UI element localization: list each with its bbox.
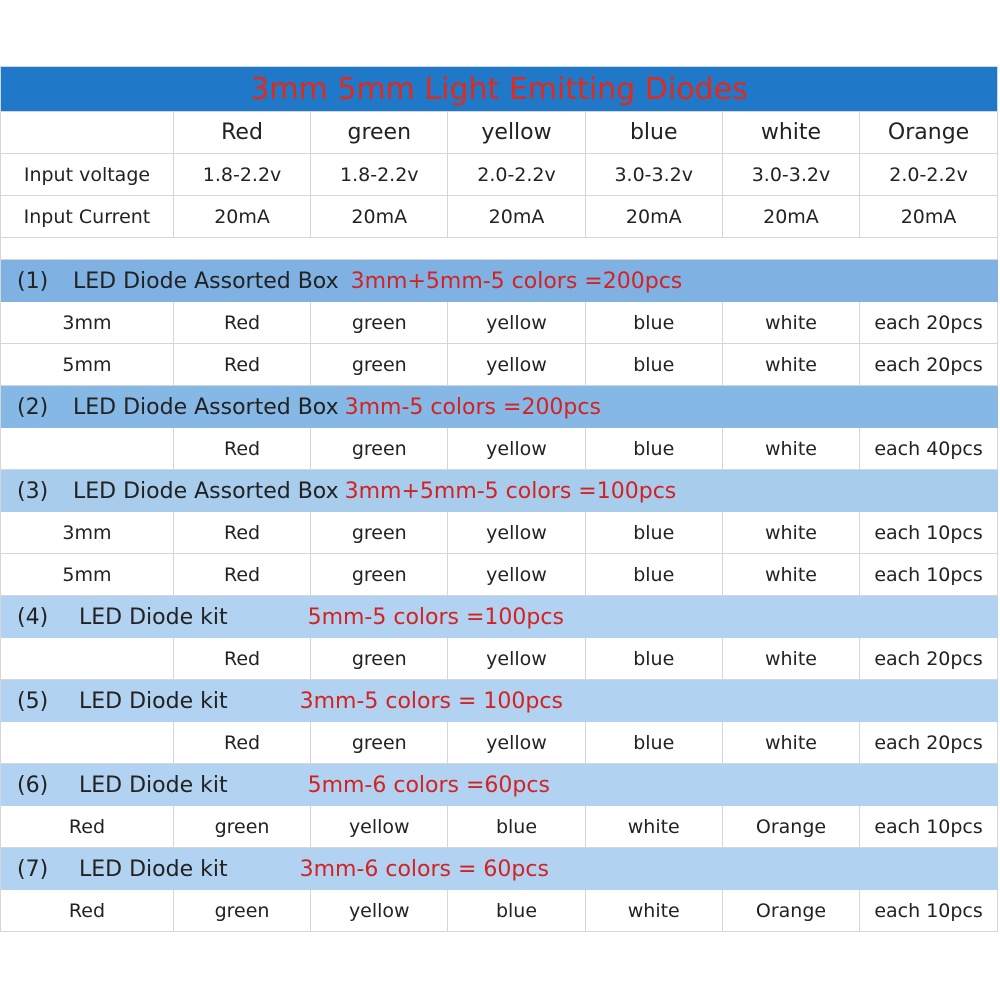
section-quantity: 3mm-5 colors =200pcs [344, 394, 601, 420]
table-cell: each 20pcs [860, 638, 998, 679]
section-name: LED Diode kit [79, 772, 228, 798]
table-row [0, 512, 998, 554]
row-size-cell: 3mm [0, 302, 174, 343]
row-size-cell: 5mm [0, 344, 174, 385]
row-label: Input Current [0, 196, 174, 237]
table-cell: Red [174, 512, 311, 553]
table-cell: white [723, 638, 860, 679]
spec-cell: 20mA [586, 196, 723, 237]
spec-cell: 20mA [174, 196, 311, 237]
section-header [0, 596, 998, 638]
section-number: (6) [17, 772, 49, 798]
table-cell: yellow [448, 722, 585, 763]
table-cell: yellow [448, 554, 585, 595]
table-cell: each 40pcs [860, 428, 998, 469]
header-cell [0, 112, 174, 153]
section-number: (4) [17, 604, 49, 630]
section-name: LED Diode Assorted Box [73, 394, 339, 420]
table-cell: blue [448, 890, 585, 931]
row-size-cell: 5mm [0, 554, 174, 595]
table-cell: each 10pcs [860, 554, 998, 595]
table-cell: yellow [448, 638, 585, 679]
table-cell: white [723, 302, 860, 343]
spec-cell: 20mA [723, 196, 860, 237]
section-number: (3) [17, 478, 49, 504]
section-name: LED Diode Assorted Box [73, 478, 339, 504]
section-number: (1) [17, 268, 49, 294]
table-cell: white [723, 428, 860, 469]
table-cell: Orange [723, 890, 860, 931]
table-cell: green [174, 890, 311, 931]
sheet-title: 3mm 5mm Light Emitting Diodes [0, 66, 998, 112]
table-cell: each 20pcs [860, 302, 998, 343]
spacer-row [0, 238, 998, 260]
table-row [0, 428, 998, 470]
table-cell: green [311, 512, 448, 553]
section-header [0, 470, 998, 512]
table-cell: yellow [448, 428, 585, 469]
header-cell: Red [174, 112, 311, 153]
table-cell: Red [174, 722, 311, 763]
table-cell: green [311, 428, 448, 469]
section-number: (5) [17, 688, 49, 714]
row-size-cell: Red [0, 890, 174, 931]
section-quantity: 5mm-5 colors =100pcs [307, 604, 564, 630]
spec-cell: 1.8-2.2v [311, 154, 448, 195]
table-cell: green [311, 554, 448, 595]
row-label: Input voltage [0, 154, 174, 195]
section-quantity: 3mm+5mm-5 colors =100pcs [344, 478, 677, 504]
table-cell: blue [586, 722, 723, 763]
package-sections [0, 260, 998, 932]
header-cell: yellow [448, 112, 585, 153]
table-cell: blue [586, 638, 723, 679]
row-size-cell: Red [0, 806, 174, 847]
table-cell: Red [174, 428, 311, 469]
spec-cell: 3.0-3.2v [723, 154, 860, 195]
section-header [0, 848, 998, 890]
spec-cell: 3.0-3.2v [586, 154, 723, 195]
section-quantity: 5mm-6 colors =60pcs [307, 772, 550, 798]
table-cell: Red [174, 302, 311, 343]
table-cell: green [311, 302, 448, 343]
section-header [0, 680, 998, 722]
row-size-cell: 3mm [0, 512, 174, 553]
row-size-cell [0, 428, 174, 469]
table-cell: each 10pcs [860, 512, 998, 553]
section-name: LED Diode kit [79, 604, 228, 630]
spec-cell: 20mA [448, 196, 585, 237]
table-row [0, 722, 998, 764]
table-row [0, 344, 998, 386]
table-cell: blue [586, 554, 723, 595]
table-cell: blue [586, 344, 723, 385]
led-spec-sheet [0, 66, 998, 932]
table-cell: green [311, 722, 448, 763]
spec-cell: 1.8-2.2v [174, 154, 311, 195]
table-cell: green [174, 806, 311, 847]
spec-row-current [0, 196, 998, 238]
section-quantity: 3mm-6 colors = 60pcs [299, 856, 549, 882]
table-cell: blue [586, 512, 723, 553]
table-cell: each 20pcs [860, 722, 998, 763]
table-cell: yellow [448, 302, 585, 343]
table-cell: white [723, 722, 860, 763]
section-quantity: 3mm-5 colors = 100pcs [299, 688, 563, 714]
row-size-cell [0, 722, 174, 763]
table-cell: white [586, 890, 723, 931]
table-cell: yellow [448, 512, 585, 553]
table-cell: white [723, 512, 860, 553]
table-cell: blue [586, 302, 723, 343]
spacer-cell [0, 238, 998, 259]
section-quantity: 3mm+5mm-5 colors =200pcs [350, 268, 683, 294]
table-cell: Red [174, 638, 311, 679]
section-name: LED Diode Assorted Box [73, 268, 339, 294]
section-number: (7) [17, 856, 49, 882]
table-cell: white [723, 554, 860, 595]
table-cell: green [311, 638, 448, 679]
table-cell: Red [174, 344, 311, 385]
table-cell: blue [448, 806, 585, 847]
table-row [0, 638, 998, 680]
header-cell: Orange [860, 112, 998, 153]
section-number: (2) [17, 394, 49, 420]
table-cell: yellow [311, 890, 448, 931]
table-cell: each 20pcs [860, 344, 998, 385]
spec-cell: 2.0-2.2v [448, 154, 585, 195]
header-cell: white [723, 112, 860, 153]
table-row [0, 890, 998, 932]
row-size-cell [0, 638, 174, 679]
section-name: LED Diode kit [79, 856, 228, 882]
table-cell: green [311, 344, 448, 385]
section-header [0, 764, 998, 806]
spec-row-voltage [0, 154, 998, 196]
section-header [0, 386, 998, 428]
table-cell: yellow [311, 806, 448, 847]
section-header [0, 260, 998, 302]
header-cell: blue [586, 112, 723, 153]
table-cell: yellow [448, 344, 585, 385]
table-cell: Red [174, 554, 311, 595]
table-cell: white [723, 344, 860, 385]
table-cell: Orange [723, 806, 860, 847]
table-row [0, 554, 998, 596]
table-cell: each 10pcs [860, 806, 998, 847]
table-cell: each 10pcs [860, 890, 998, 931]
spec-cell: 20mA [860, 196, 998, 237]
spec-cell: 20mA [311, 196, 448, 237]
spec-header-row [0, 112, 998, 154]
section-name: LED Diode kit [79, 688, 228, 714]
table-cell: white [586, 806, 723, 847]
header-cell: green [311, 112, 448, 153]
spec-cell: 2.0-2.2v [860, 154, 998, 195]
table-cell: blue [586, 428, 723, 469]
table-row [0, 806, 998, 848]
table-row [0, 302, 998, 344]
